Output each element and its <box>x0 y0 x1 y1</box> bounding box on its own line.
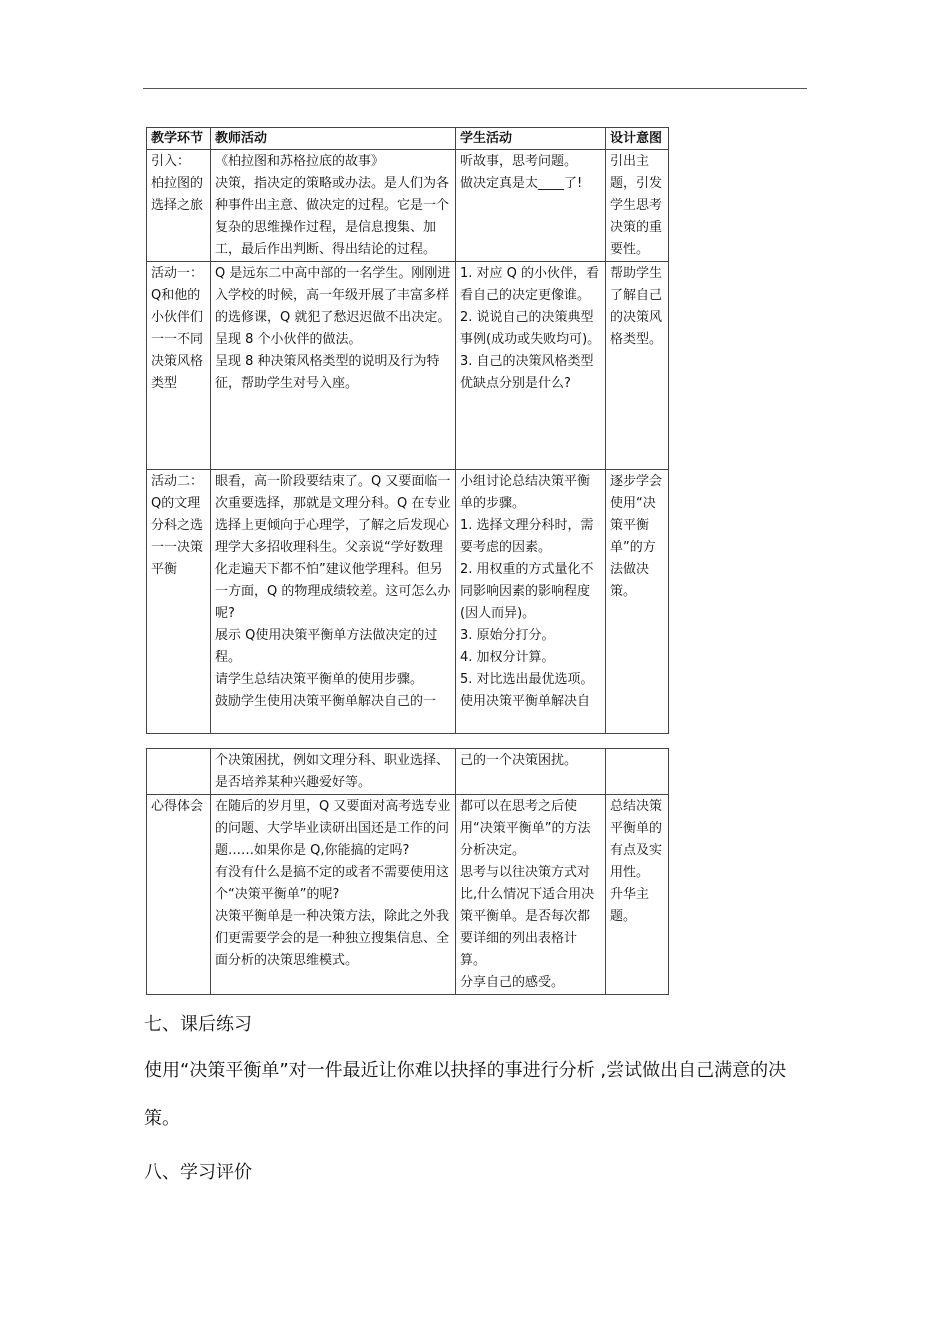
header-teacher: 教师活动 <box>211 128 456 150</box>
table-row <box>147 749 669 795</box>
intent-cell: 总结决策平衡单的有点及实用性。 升华主题。 <box>606 795 669 995</box>
table-row <box>147 262 669 470</box>
student-cell: 己的一个决策困扰。 <box>456 749 606 795</box>
student-cell: 小组讨论总结决策平衡单的步骤。 1. 选择文理分科时，需要考虑的因素。 2. 用权重的方式量化不同影响因素的影响程度(因人而异)。 3. 原始分打分。 4. 加权分计算。 5. 对比选出最优选项。 使用决策平衡单解决自 <box>456 470 606 734</box>
table-header-row <box>147 128 669 150</box>
stage-cell: 引入： 柏拉图的 选择之旅 <box>147 150 211 262</box>
header-student: 学生活动 <box>456 128 606 150</box>
table-row <box>147 150 669 262</box>
intent-cell: 逐步学会使用“决策平衡单”的方法做决策。 <box>606 470 669 734</box>
teacher-cell: 个决策困扰，例如文理分科、职业选择、是否培养某种兴趣爱好等。 <box>211 749 456 795</box>
lesson-plan-table <box>146 127 669 734</box>
header-stage: 教学环节 <box>147 128 211 150</box>
stage-cell: 心得体会 <box>147 795 211 995</box>
student-cell: 听故事，思考问题。 做决定真是太____了! <box>456 150 606 262</box>
header-intent: 设计意图 <box>606 128 669 150</box>
homework-text: 使用“决策平衡单”对一件最近让你难以抉择的事进行分析 ,尝试做出自己满意的决策。 <box>144 1060 787 1129</box>
stage-cell: 活动二：Q的文理分科之选一一决策平衡 <box>147 470 211 734</box>
table-row <box>147 795 669 995</box>
section-title-evaluation: 八、学习评价 <box>144 1162 252 1183</box>
intent-cell: 帮助学生了解自己的决策风格类型。 <box>606 262 669 470</box>
lesson-plan-table-continued <box>146 748 669 995</box>
header-rule <box>143 88 807 89</box>
teacher-cell: Q 是远东二中高中部的一名学生。刚刚进入学校的时候，高一年级开展了丰富多样的选修课，Q 就犯了愁迟迟做不出决定。 呈现 8 个小伙伴的做法。 呈现 8 种决策风格类型的说明及行为特征，帮助学生对号入座。 <box>211 262 456 470</box>
intent-cell <box>606 749 669 795</box>
student-cell: 1. 对应 Q 的小伙伴，看看自己的决定更像谁。 2. 说说自己的决策典型事例(成功或失败均可)。 3. 自己的决策风格类型优缺点分别是什么? <box>456 262 606 470</box>
teacher-cell: 眼看，高一阶段要结束了。Q 又要面临一次重要选择，那就是文理分科。Q 在专业选择上更倾向于心理学，了解之后发现心理学大多招收理科生。父亲说“学好数理化走遍天下都不怕”建议他学理科。但另一方面，Q 的物理成绩较差。这可怎么办呢? 展示 Q使用决策平衡单方法做决定的过程。 请学生总结决策平衡单的使用步骤。 鼓励学生使用决策平衡单解决自己的一 <box>211 470 456 734</box>
teacher-cell: 《柏拉图和苏格拉底的故事》 决策，指决定的策略或办法。是人们为各种事件出主意、做决定的过程。它是一个复杂的思维操作过程，是信息搜集、加工，最后作出判断、得出结论的过程。 <box>211 150 456 262</box>
teacher-cell: 在随后的岁月里，Q 又要面对高考选专业的问题、大学毕业读研出国还是工作的问题……如果你是 Q,你能搞的定吗? 有没有什么是搞不定的或者不需要使用这个“决策平衡单”的呢? 决策平衡单是一种决策方法，除此之外我们更需要学会的是一种独立搜集信息、全面分析的决策思维模式。 <box>211 795 456 995</box>
stage-cell <box>147 749 211 795</box>
student-cell: 都可以在思考之后使用“决策平衡单”的方法分析决定。 思考与以往决策方式对比,什么情况下适合用决策平衡单。是否每次都要详细的列出表格计算。 分享自己的感受。 <box>456 795 606 995</box>
intent-cell: 引出主题，引发学生思考决策的重要性。 <box>606 150 669 262</box>
table-row <box>147 470 669 734</box>
stage-cell: 活动一：Q和他的小伙伴们一一不同决策风格类型 <box>147 262 211 470</box>
section-title-homework: 七、课后练习 <box>144 1014 252 1035</box>
